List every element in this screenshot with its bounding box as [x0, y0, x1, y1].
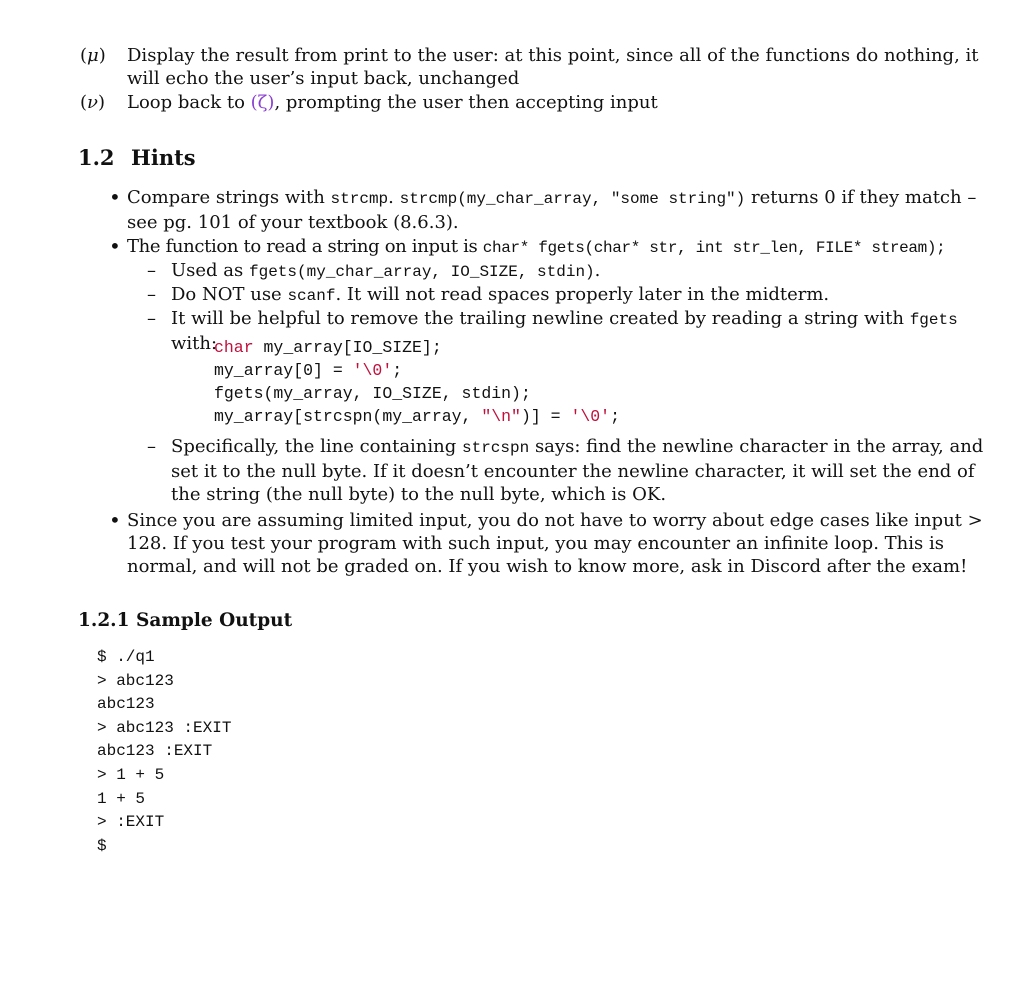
subsection-heading	[78, 609, 292, 632]
sub-item-text: It will be helpful to remove the trailing newline created by reading a string with fgets with:	[171, 308, 958, 354]
terminal-line: > :EXIT	[97, 813, 165, 832]
bullet-text: Since you are assuming limited input, you do not have to worry about edge cases like input > 128. If you test your program with such input, you may encounter an infinite loop. This is normal, and will not be graded on. If you wish to know more, ask in Discord after the exam!	[127, 510, 983, 577]
sample-output-terminal	[97, 646, 231, 858]
terminal-line: 1 + 5	[97, 789, 146, 808]
section-number: 1.2	[78, 145, 115, 170]
enum-label-mu: (μ)	[80, 45, 106, 66]
bullet-text: Compare strings with strcmp. strcmp(my_char_array, "some string") returns 0 if they match – see pg. 101 of your textbook (8.6.3).	[127, 187, 977, 233]
terminal-line: abc123 :EXIT	[97, 742, 213, 761]
dash-glyph: –	[147, 284, 156, 305]
bullet-text: The function to read a string on input is char* fgets(char* str, int str_len, FILE* stream);	[127, 236, 946, 257]
code-line: fgets(my_array, IO_SIZE, stdin);	[214, 384, 531, 403]
dash-glyph: –	[147, 308, 156, 329]
sub-item-text: Specifically, the line containing strcspn says: find the newline character in the array, and set it to the null byte. If it doesn’t encounter the newline character, it will set the end of the string (the null byte) to the null byte, which is OK.	[171, 436, 984, 505]
code-line: char my_array[IO_SIZE];	[214, 338, 442, 357]
dash-glyph: –	[147, 436, 156, 457]
terminal-line: > abc123	[97, 671, 174, 690]
sub-item-text: Used as fgets(my_char_array, IO_SIZE, stdin).	[171, 260, 601, 281]
terminal-line: abc123	[97, 695, 155, 714]
code-line: my_array[0] = '\0';	[214, 361, 403, 380]
bullet-glyph: •	[109, 234, 121, 258]
enum-label-nu: (ν)	[80, 92, 106, 113]
sub-item-text: Do NOT use scanf. It will not read spaces properly later in the midterm.	[171, 284, 830, 305]
code-line: my_array[strcspn(my_array, "\n")] = '\0';	[214, 407, 620, 426]
bullet-glyph: •	[109, 185, 121, 209]
enum-text-nu: Loop back to (ζ), prompting the user then accepting input	[127, 92, 658, 113]
section-heading	[78, 146, 196, 169]
code-block	[214, 336, 620, 428]
terminal-line: > 1 + 5	[97, 765, 165, 784]
subsection-title: Sample Output	[136, 610, 293, 631]
terminal-line: $ ./q1	[97, 648, 155, 666]
enum-text-mu: Display the result from print to the user: at this point, since all of the functions do nothing, it will echo the user’s input back, unchanged	[127, 45, 979, 89]
terminal-line: > abc123 :EXIT	[97, 718, 232, 737]
cross-reference-link[interactable]: (ζ)	[250, 92, 275, 113]
bullet-glyph: •	[109, 508, 121, 532]
subsection-number: 1.2.1	[78, 610, 130, 631]
dash-glyph: –	[147, 260, 156, 281]
terminal-line: $	[97, 836, 107, 855]
section-title: Hints	[131, 145, 196, 170]
